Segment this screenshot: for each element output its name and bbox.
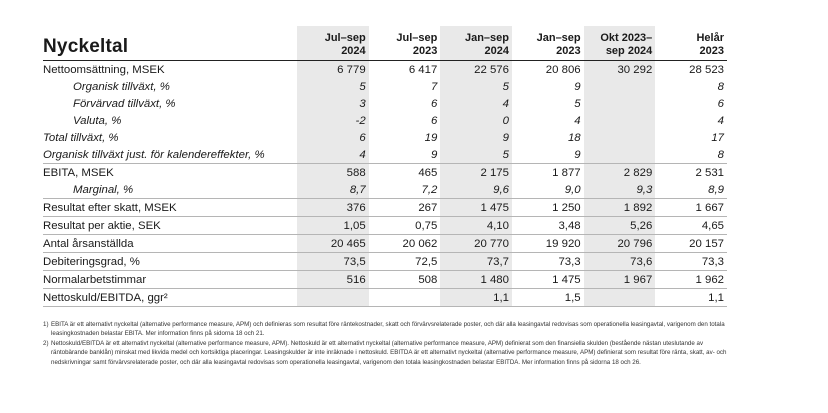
table-cell: 4: [440, 95, 512, 112]
row-label: Nettoomsättning, MSEK: [43, 63, 165, 76]
table-cell: 5: [297, 78, 369, 95]
table-cell: 8,9: [708, 183, 724, 196]
table-cell: 1,1: [708, 291, 724, 304]
column-header: Jul–sep 2023: [396, 32, 438, 57]
table-cell: 6: [717, 97, 724, 110]
table-cell: 4,65: [701, 219, 724, 232]
table-cell: 1 877: [552, 166, 581, 179]
table-cell: 2 175: [440, 164, 512, 182]
table-row: [43, 181, 727, 199]
table-cell: [584, 95, 656, 112]
footnote-text: Nettoskuld/EBITDA är ett alternativt nyckeltal (alternative performance measure, APM). Nettoskuld är ett alternativt nyckeltal (alternative performance measure, APM) definierat som den finansiella skulden (bestående nästan uteslutande av räntobärande banklån) minskat med likvida medel och kortsiktiga placeringar. Leasingskulder är inte inräknade i nettoskuld. EBITDA är ett alternativt nyckeltal (alternative performance measure, APM) definierat som resultat före ränta, skatt, av- och nedskrivningar samt förvärvsrelaterade poster, och där alla leasingavtal redovisas som operationella leasingavtal, varigenom den totala leasingkostnaden belastar EBITDA. Mer information finns på sidorna 18 och 26.: [51, 339, 727, 366]
table-cell: 28 523: [689, 63, 724, 76]
table-cell: [584, 129, 656, 146]
row-label: Förvärvad tillväxt, %: [73, 97, 176, 110]
table-cell: 1 667: [695, 201, 724, 214]
table-cell: 508: [418, 273, 438, 286]
table-cell: 9: [574, 148, 581, 161]
table-cell: 19: [424, 131, 438, 144]
table-cell: 5: [440, 78, 512, 95]
table-cell: 5,26: [584, 217, 656, 235]
table-cell: 73,3: [558, 255, 581, 268]
table-cell: 73,6: [584, 253, 656, 271]
table-cell: 588: [297, 164, 369, 182]
table-cell: 20 157: [689, 237, 724, 250]
table-cell: 20 465: [297, 235, 369, 253]
row-label: Normalarbetstimmar: [43, 273, 147, 286]
table-cell: 1 967: [584, 271, 656, 289]
key-figures-table-container: [43, 26, 727, 307]
table-row: [43, 129, 727, 146]
table-cell: 20 770: [440, 235, 512, 253]
table-row: [43, 289, 727, 307]
table-cell: 2 531: [695, 166, 724, 179]
row-label: Organisk tillväxt just. för kalendereffekter, %: [43, 148, 265, 161]
table-row: [43, 61, 727, 79]
table-cell: [584, 289, 656, 307]
header-row: [43, 26, 727, 61]
table-cell: -2: [297, 112, 369, 129]
column-header: Jan–sep 2023: [536, 32, 581, 57]
row-label: Organisk tillväxt, %: [73, 80, 170, 93]
row-label: Total tillväxt, %: [43, 131, 119, 144]
table-cell: 20 062: [402, 237, 438, 250]
row-label: EBITA, MSEK: [43, 166, 114, 179]
table-cell: 6: [430, 114, 438, 127]
table-cell: 4: [574, 114, 581, 127]
table-cell: 8: [717, 148, 724, 161]
table-cell: [584, 146, 656, 164]
row-label: Resultat efter skatt, MSEK: [43, 201, 177, 214]
table-cell: 3,48: [558, 219, 581, 232]
table-cell: 22 576: [440, 61, 512, 79]
table-cell: [297, 289, 369, 307]
table-cell: 4,10: [440, 217, 512, 235]
table-row: [43, 112, 727, 129]
table-cell: 2 829: [584, 164, 656, 182]
table-row: [43, 217, 727, 235]
table-cell: 6: [430, 97, 438, 110]
table-cell: 267: [418, 201, 438, 214]
row-label: Debiteringsgrad, %: [43, 255, 140, 268]
footnote-text: EBITA är ett alternativt nyckeltal (alternative performance measure, APM) och definieras som resultat före räntekostnader, skatt och förvärvsrelaterade poster, och där alla leasingavtal redovisas som operationella leasingavtal, varigenom den totala leasingkostnaden belastar EBITA. Mer information finns på sidorna 18 och 21.: [51, 321, 725, 338]
row-label: Nettoskuld/EBITDA, ggr²: [43, 291, 168, 304]
row-label: Antal årsanställda: [43, 237, 134, 250]
table-row: [43, 95, 727, 112]
table-title: Nyckeltal: [43, 36, 129, 57]
table-cell: 73,7: [440, 253, 512, 271]
table-cell: 9,0: [564, 183, 581, 196]
table-cell: 4: [717, 114, 724, 127]
table-cell: 73,5: [297, 253, 369, 271]
table-cell: 9,3: [584, 181, 656, 199]
table-cell: 1,1: [440, 289, 512, 307]
table-cell: 1 250: [552, 201, 581, 214]
key-figures-table: [43, 26, 727, 307]
table-row: [43, 199, 727, 217]
table-cell: 1,5: [564, 291, 581, 304]
table-cell: 465: [418, 166, 438, 179]
column-header: Okt 2023– sep 2024: [584, 26, 656, 61]
table-cell: 30 292: [584, 61, 656, 79]
table-row: [43, 235, 727, 253]
table-cell: 9: [574, 80, 581, 93]
row-label: Valuta, %: [73, 114, 122, 127]
table-cell: 1 962: [695, 273, 724, 286]
table-cell: 1 480: [440, 271, 512, 289]
table-row: [43, 146, 727, 164]
table-cell: 20 806: [545, 63, 581, 76]
table-cell: 6 779: [297, 61, 369, 79]
footnote-number: 2): [43, 339, 49, 347]
table-cell: 5: [574, 97, 581, 110]
table-cell: 1 475: [440, 199, 512, 217]
table-cell: 0: [440, 112, 512, 129]
table-cell: 18: [567, 131, 581, 144]
table-cell: 3: [297, 95, 369, 112]
table-cell: 9: [430, 148, 438, 161]
table-cell: [584, 78, 656, 95]
table-cell: 0,75: [415, 219, 438, 232]
table-cell: 1 892: [584, 199, 656, 217]
row-label: Marginal, %: [73, 183, 134, 196]
table-cell: 1,05: [297, 217, 369, 235]
table-row: [43, 164, 727, 182]
table-cell: 6 417: [408, 63, 438, 76]
footnotes: [43, 320, 733, 367]
footnote: [43, 339, 733, 367]
table-cell: [369, 289, 441, 307]
table-cell: 8: [717, 80, 724, 93]
table-cell: 4: [297, 146, 369, 164]
table-cell: 8,7: [297, 181, 369, 199]
column-header: Helår 2023: [696, 32, 724, 57]
table-row: [43, 253, 727, 271]
table-cell: 9,6: [440, 181, 512, 199]
table-cell: 5: [440, 146, 512, 164]
table-row: [43, 271, 727, 289]
table-cell: 7: [430, 80, 438, 93]
table-cell: [584, 112, 656, 129]
footnote-number: 1): [43, 321, 49, 328]
table-cell: 73,3: [701, 255, 724, 268]
table-cell: 6: [297, 129, 369, 146]
table-row: [43, 78, 727, 95]
column-header: Jan–sep 2024: [440, 26, 512, 61]
table-cell: 376: [297, 199, 369, 217]
column-header: Jul–sep 2024: [297, 26, 369, 61]
table-cell: 1 475: [552, 273, 581, 286]
table-cell: 17: [711, 131, 724, 144]
row-label: Resultat per aktie, SEK: [43, 219, 161, 232]
table-cell: 7,2: [421, 183, 438, 196]
table-cell: 72,5: [415, 255, 438, 268]
footnote: [43, 320, 733, 339]
table-cell: 20 796: [584, 235, 656, 253]
table-cell: 19 920: [545, 237, 581, 250]
table-cell: 9: [440, 129, 512, 146]
table-cell: 516: [297, 271, 369, 289]
